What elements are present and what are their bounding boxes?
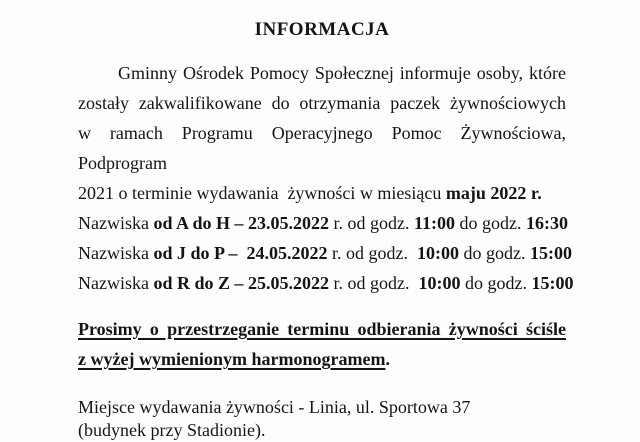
schedule-range-date: od R do Z – 25.05.2022 — [153, 273, 330, 293]
notice-line-1: Prosimy o przestrzeganie terminu odbierania żywności ściśle — [78, 319, 566, 339]
schedule-time-to: 16:30 — [526, 213, 569, 233]
schedule-time-to: 15:00 — [530, 243, 573, 263]
location-line-2: (budynek przy Stadionie). — [78, 420, 266, 440]
schedule-prefix: Nazwiska — [78, 213, 154, 233]
schedule-range-date: od J do P – 24.05.2022 — [153, 243, 328, 263]
schedule-prefix: Nazwiska — [78, 273, 154, 293]
schedule-row-a-h — [78, 208, 569, 238]
intro-line-4-month: maju 2022 r. — [445, 183, 542, 203]
schedule-row-r-z — [78, 268, 574, 298]
intro-line-4-text: 2021 o terminie wydawania żywności w miesiącu — [78, 183, 446, 203]
schedule-row-j-p — [78, 238, 573, 268]
intro-paragraph — [78, 58, 566, 208]
schedule-mid: r. od godz. — [329, 213, 415, 233]
notice-line-2 — [78, 344, 566, 374]
intro-line-1: Gminny Ośrodek Pomocy Społecznej informuje osoby, które — [118, 63, 566, 83]
schedule-prefix: Nazwiska — [78, 243, 154, 263]
schedule-range-date: od A do H – 23.05.2022 — [153, 213, 330, 233]
schedule-mid2: do godz. — [460, 273, 532, 293]
intro-line-4 — [78, 178, 566, 208]
intro-line-3: w ramach Programu Operacyjnego Pomoc Żywnościowa, Podprogram — [78, 123, 566, 173]
location-line-1: Miejsce wydawania żywności - Linia, ul. Sportowa 37 — [78, 397, 471, 417]
schedule-list — [78, 208, 574, 298]
schedule-time-to: 15:00 — [531, 273, 574, 293]
location-info — [78, 396, 566, 442]
schedule-time-from: 10:00 — [418, 273, 461, 293]
intro-line-2: zostały zakwalifikowane do otrzymania paczek żywnościowych — [78, 93, 566, 113]
schedule-time-from: 10:00 — [417, 243, 460, 263]
schedule-mid2: do godz. — [459, 243, 531, 263]
schedule-time-from: 11:00 — [414, 213, 456, 233]
schedule-mid: r. od godz. — [327, 243, 418, 263]
notice-paragraph — [78, 314, 566, 374]
notice-line-2-text: z wyżej wymienionym harmonogramem — [78, 349, 386, 369]
schedule-mid2: do godz. — [455, 213, 527, 233]
page-title: INFORMACJA — [254, 19, 390, 40]
notice-line-2-period: . — [385, 349, 390, 369]
schedule-mid: r. od godz. — [329, 273, 419, 293]
